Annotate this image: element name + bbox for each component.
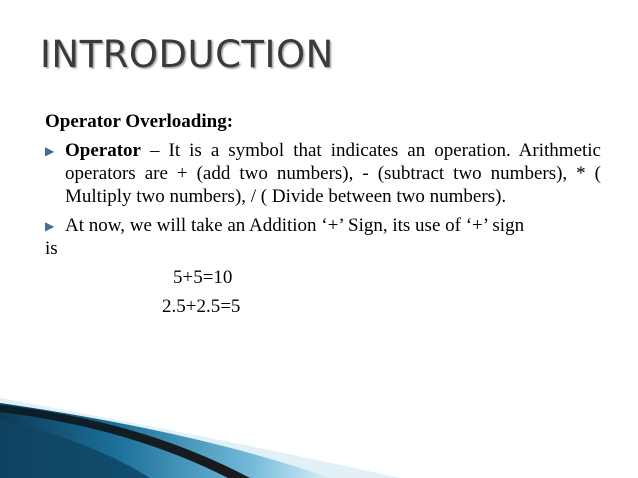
bullet-item (45, 214, 601, 260)
example-line: 2.5+2.5=5 (162, 296, 241, 317)
slide-body (45, 110, 601, 318)
bullet-term: Operator (65, 140, 141, 161)
bullet-text (65, 139, 601, 208)
triangle-bullet-icon: ▶ (45, 219, 55, 233)
bullet-text (45, 214, 601, 260)
bullet-continuation: is (45, 238, 58, 259)
bullet-body: At now, we will take an Addition ‘+’ Sign, its use of ‘+’ sign (65, 215, 525, 236)
example-line: 5+5=10 (173, 267, 233, 288)
bullet-item (45, 139, 601, 208)
subheading: Operator Overloading: (45, 111, 234, 132)
bullet-body: – It is a symbol that indicates an operation. Arithmetic operators are + (add two numbers), - (subtract two numbers), * ( Multiply two numbers), / ( Divide between two numbers). (65, 140, 601, 207)
triangle-bullet-icon: ▶ (45, 144, 55, 158)
slide-title: INTRODUCTION (40, 33, 334, 76)
